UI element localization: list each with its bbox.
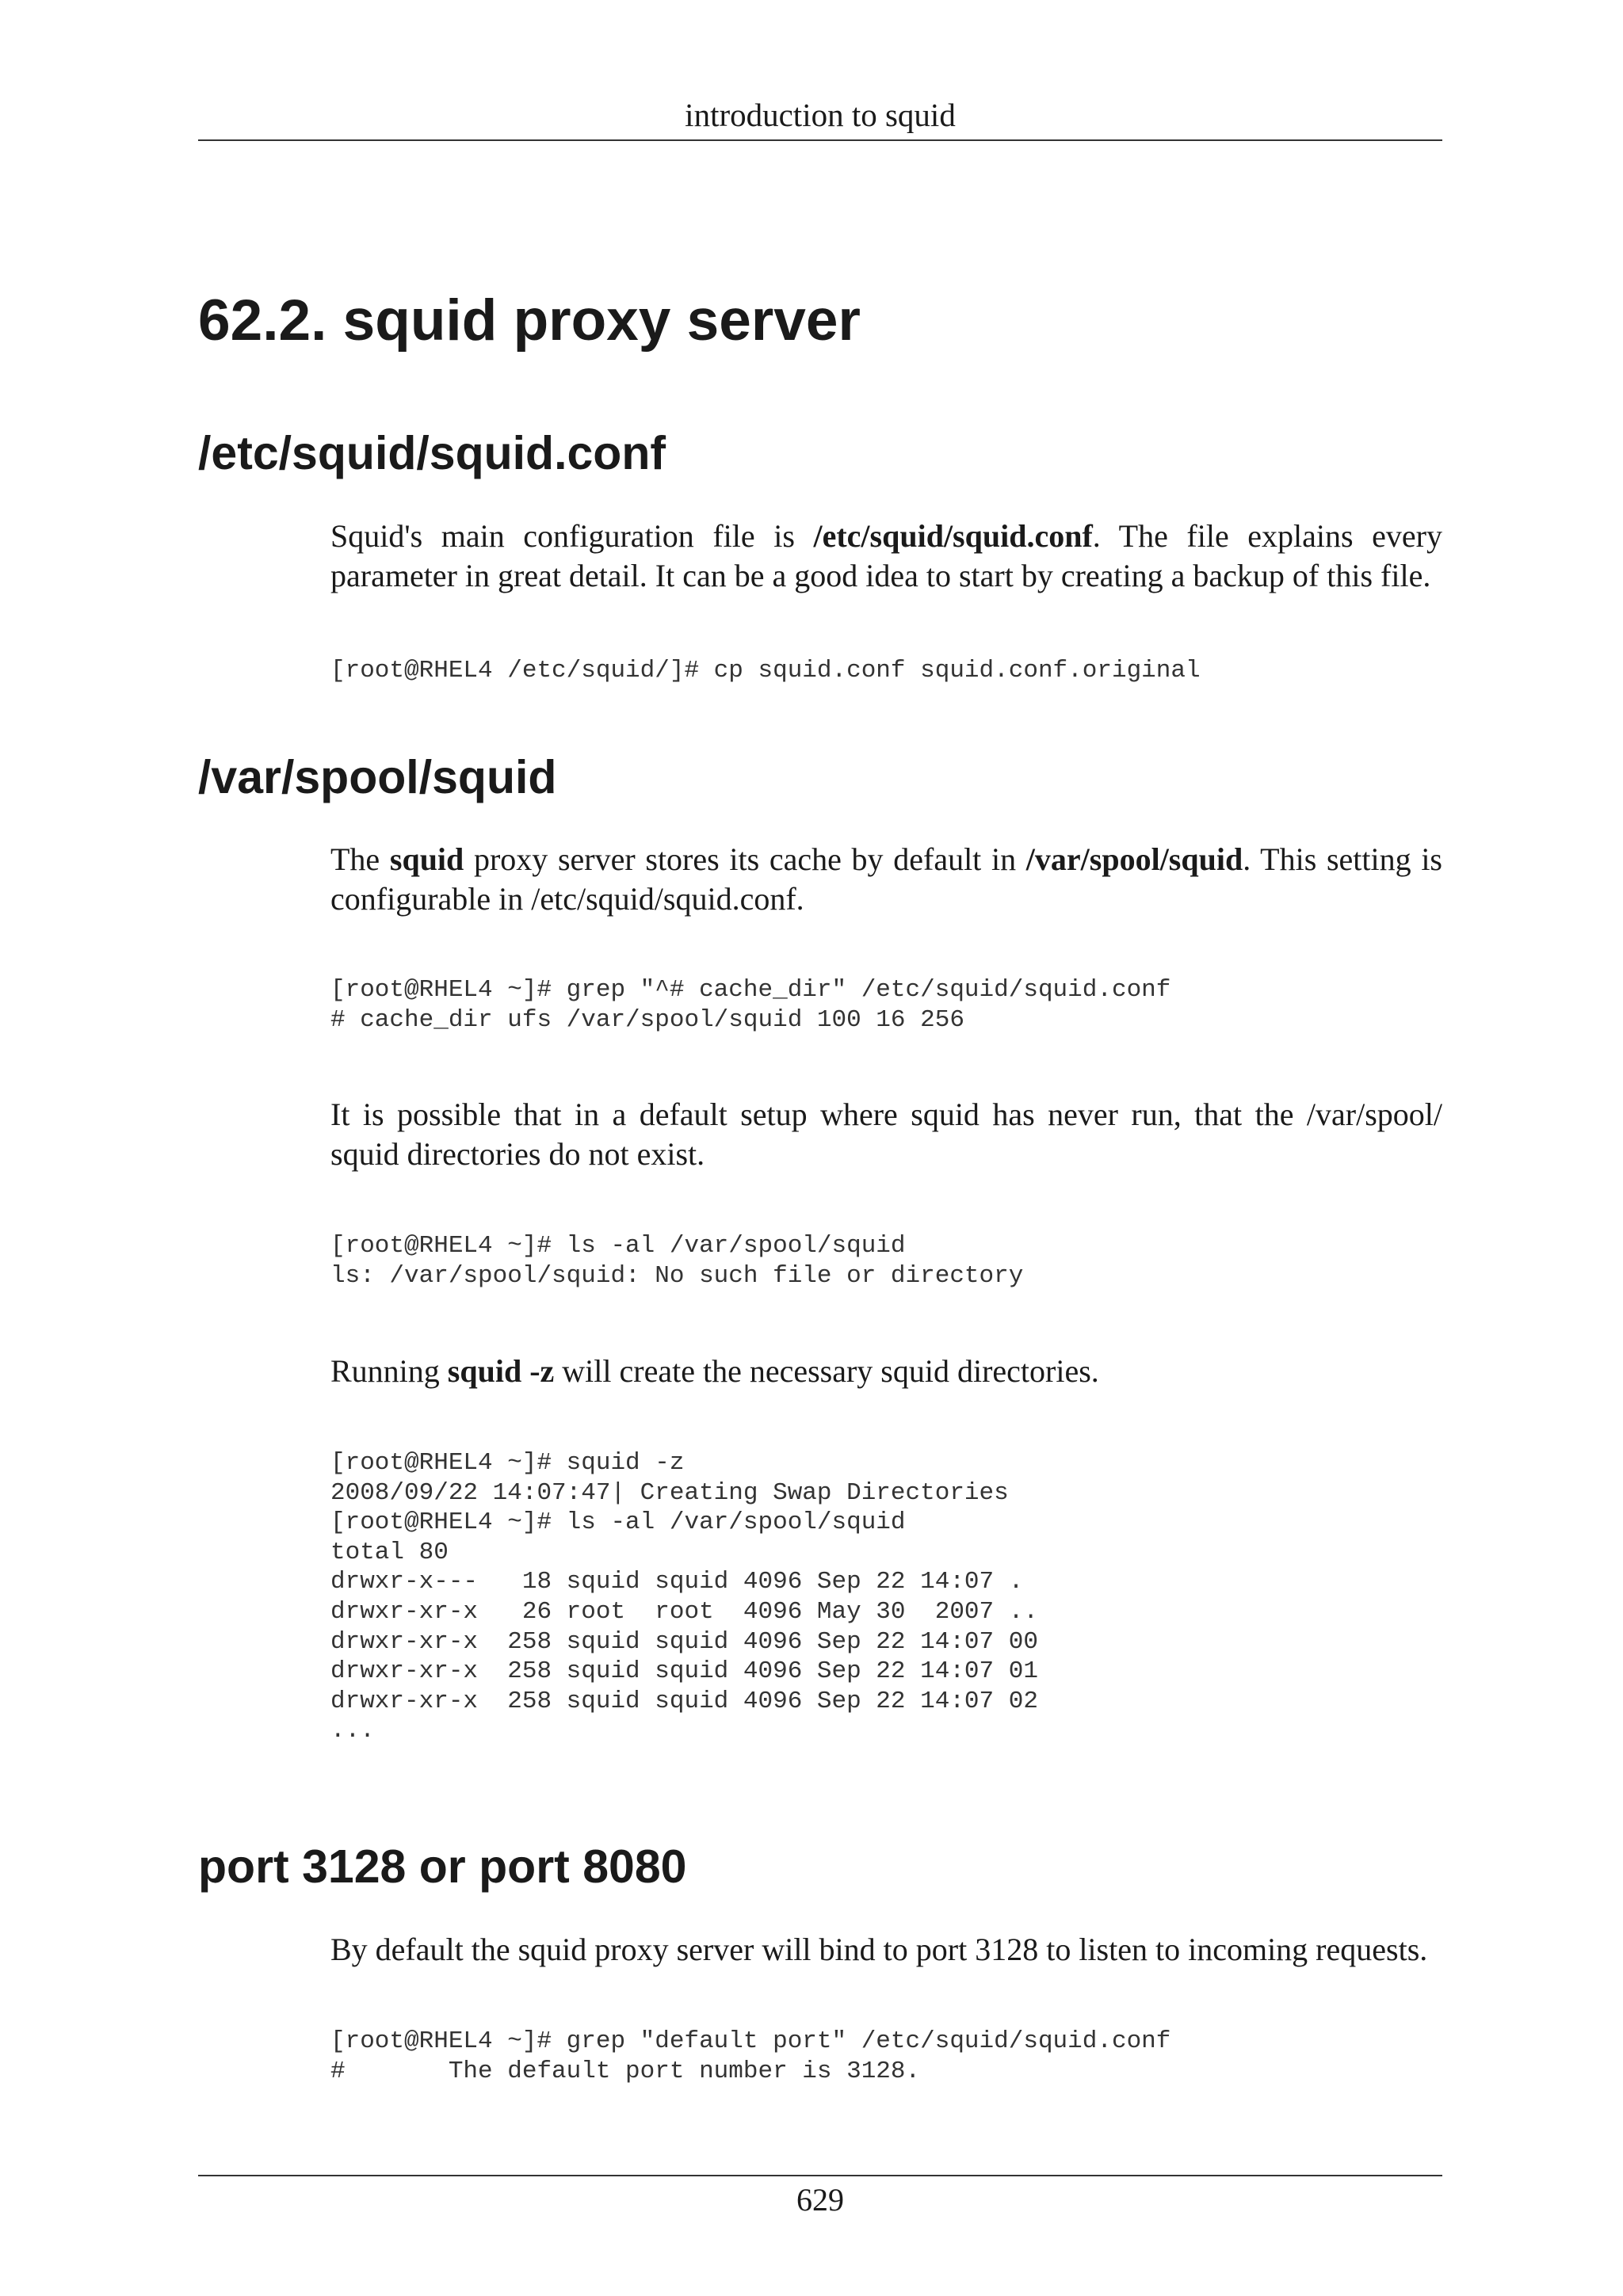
code-block-ls-missing: [root@RHEL4 ~]# ls -al /var/spool/squid ls: /var/spool/squid: No such file or directory	[330, 1232, 1024, 1290]
paragraph-squid-conf: Squid's main configuration file is /etc/squid/squid.conf. The file explains every parameter in great detail. It can be a good idea to start by creating a backup of this file.	[330, 518, 1442, 593]
code-block-grep-port: [root@RHEL4 ~]# grep "default port" /etc/squid/squid.conf # The default port number is 3128.	[330, 2027, 1171, 2085]
bold-squid: squid	[389, 841, 464, 877]
paragraph-default-port: By default the squid proxy server will bind to port 3128 to listen to incoming requests.	[330, 1932, 1428, 1967]
running-header: introduction to squid	[685, 97, 956, 133]
page-number: 629	[796, 2182, 844, 2218]
paragraph-default-setup: It is possible that in a default setup where squid has never run, that the /var/spool/ squid directories do not exist.	[330, 1097, 1442, 1172]
section-title: 62.2. squid proxy server	[198, 288, 861, 353]
code-block-squid-z-output: [root@RHEL4 ~]# squid -z 2008/09/22 14:07:47| Creating Swap Directories [root@RHEL4 ~]# ls -al /var/spool/squid total 80 drwxr-x--- 18 squid squid 4096 Sep 22 14:07 . drwxr-xr-x 26 root root 4096 May 30 2007 .. drwxr-xr-x 258 squid squid 4096 Sep 22 14:07 00 drwxr-xr-x 258 squid squid 4096 Sep 22 14:07 01 drwxr-xr-x 258 squid squid 4096 Sep 22 14:07 02 ...	[330, 1449, 1038, 1745]
code-block-grep-cache-dir: [root@RHEL4 ~]# grep "^# cache_dir" /etc/squid/squid.conf # cache_dir ufs /var/spool/squid 100 16 256	[330, 976, 1171, 1034]
subsection-heading-var-spool: /var/spool/squid	[198, 751, 557, 803]
subsection-heading-squid-conf: /etc/squid/squid.conf	[198, 427, 666, 479]
paragraph-cache-location: The squid proxy server stores its cache by default in /var/spool/squid. This setting is configurable in /etc/squid/squid.conf.	[330, 841, 1442, 917]
paragraph-squid-z: Running squid -z will create the necessary squid directories.	[330, 1353, 1099, 1389]
subsection-heading-port: port 3128 or port 8080	[198, 1840, 687, 1893]
footer-rule	[198, 2175, 1442, 2176]
code-block-backup: [root@RHEL4 /etc/squid/]# cp squid.conf squid.conf.original	[330, 657, 1201, 685]
header-rule	[198, 139, 1442, 141]
bold-spool-path: /var/spool/squid	[1025, 841, 1243, 877]
bold-path: /etc/squid/squid.conf	[813, 518, 1093, 554]
bold-command: squid -z	[447, 1353, 555, 1389]
